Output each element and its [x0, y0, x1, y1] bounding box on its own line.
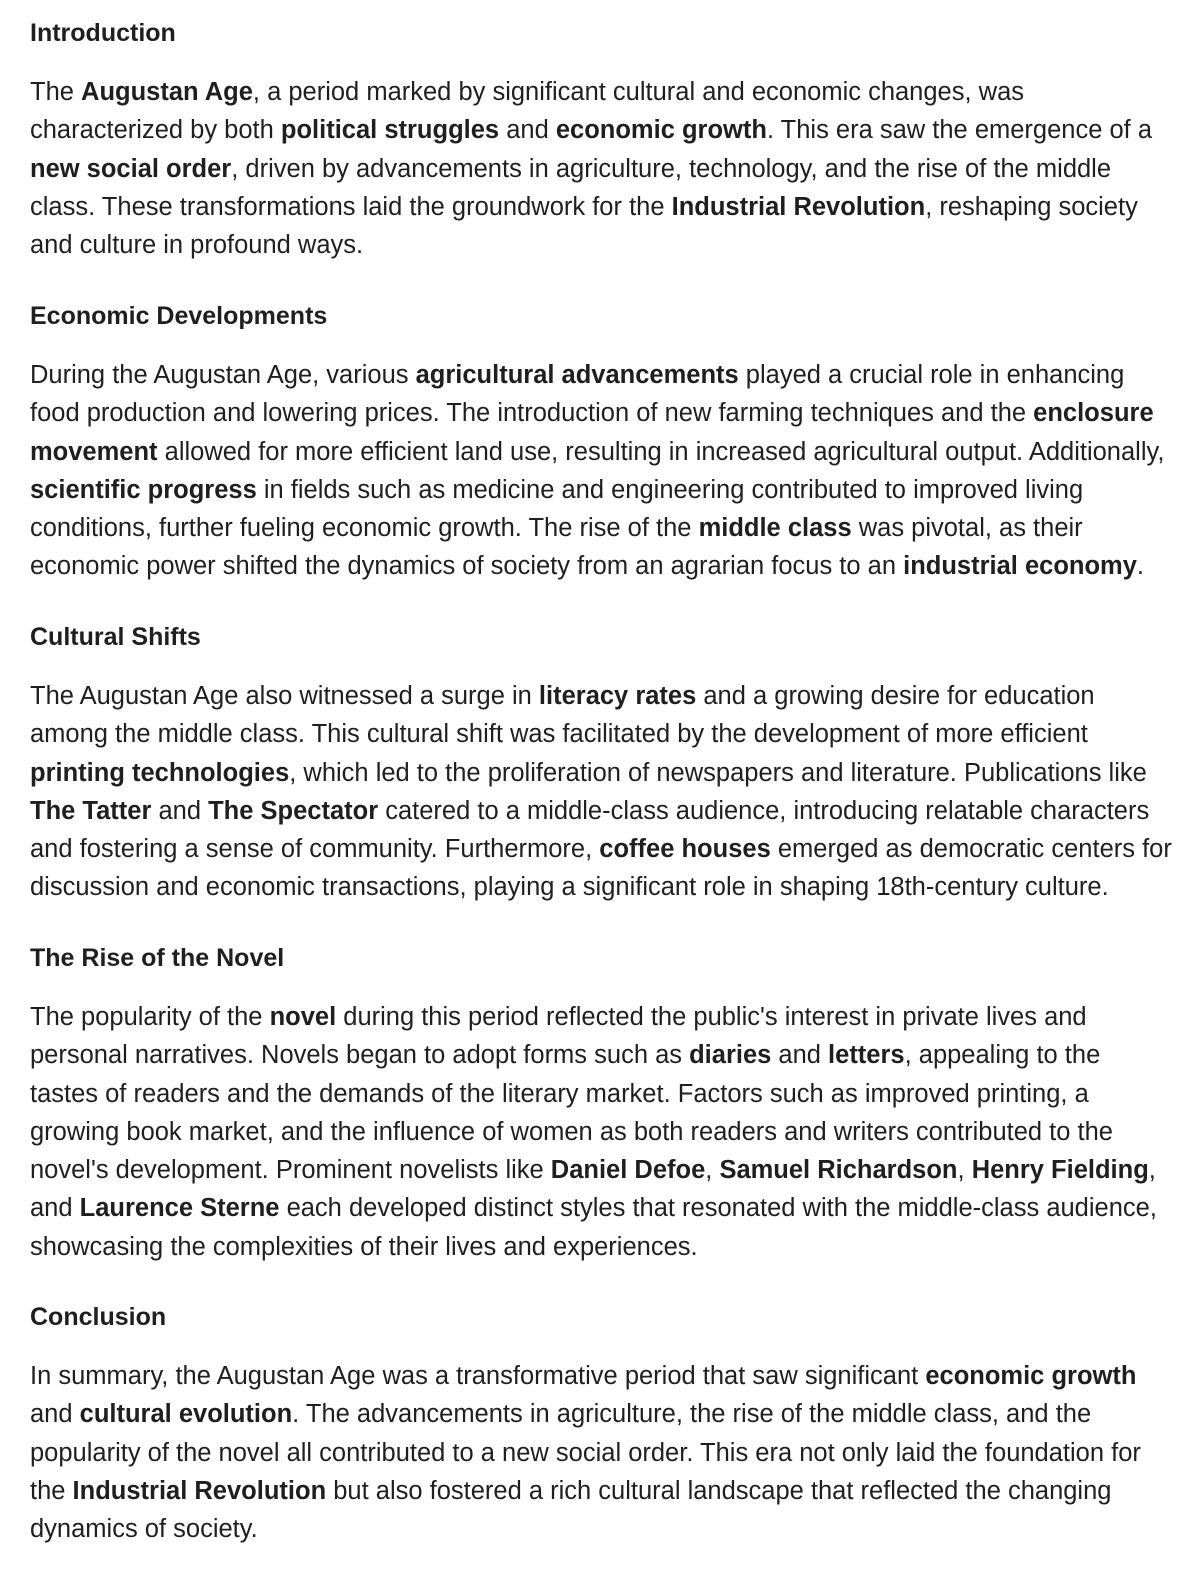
text-run: , [705, 1156, 720, 1185]
text-run: , [957, 1156, 972, 1185]
bold-term: printing technologies [30, 758, 290, 787]
text-run: , driven by advancements in agriculture, technology, and the rise of the middle class. These transformations laid the groundwork for the [30, 154, 1112, 221]
bold-term: economic growth [925, 1362, 1137, 1390]
section-economic-developments [30, 300, 1175, 586]
paragraph-economic-developments [30, 356, 1175, 586]
text-run: , reshaping society and culture in profound ways. [30, 192, 1138, 260]
section-rise-of-the-novel [30, 942, 1175, 1266]
text-run: , which led to the proliferation of newspapers and literature. Publications like [289, 758, 1147, 787]
text-run: allowed for more efficient land use, resulting in increased agricultural output. Additionally, [157, 437, 1165, 466]
text-run: and [151, 796, 209, 825]
bold-term: The Spectator [208, 796, 379, 825]
text-run: The Augustan Age also witnessed a surge in [30, 682, 539, 710]
section-introduction [30, 17, 1175, 264]
bold-term: Industrial Revolution [72, 1476, 327, 1505]
bold-term: Daniel Defoe [550, 1156, 706, 1185]
text-run: and [771, 1041, 829, 1070]
bold-term: enclosure movement [30, 399, 1154, 466]
text-run: During the Augustan Age, various [30, 361, 416, 389]
paragraph-conclusion [30, 1357, 1175, 1548]
text-run: , appealing to the tastes of readers and the demands of the literary market. Factors such as improved printing, a growing book market, and the influence of women as both readers and writers contributed to the novel's development. Prominent novelists like [30, 1041, 1113, 1185]
text-run: was pivotal, as their economic power shifted the dynamics of society from an agrarian focus to an [30, 514, 1083, 581]
bold-term: The Tatter [30, 796, 152, 825]
text-run: but also fostered a rich cultural landscape that reflected the changing dynamics of society. [30, 1476, 1112, 1544]
heading-economic-developments: Economic Developments [30, 302, 328, 330]
bold-term: industrial economy [903, 552, 1137, 581]
text-run: each developed distinct styles that resonated with the middle-class audience, showcasing the complexities of their lives and experiences. [30, 1194, 1157, 1261]
text-run: In summary, the Augustan Age was a transformative period that saw significant [30, 1362, 926, 1390]
text-run: The popularity of the [30, 1003, 270, 1031]
bold-term: Samuel Richardson [719, 1156, 958, 1185]
bold-term: cultural evolution [79, 1400, 293, 1429]
text-run: , a period marked by significant cultural and economic changes, was characterized by both [30, 78, 1024, 145]
bold-term: Laurence Sterne [79, 1194, 280, 1223]
bold-term: agricultural advancements [415, 361, 739, 389]
text-run: and a growing desire for education among the middle class. This cultural shift was facilitated by the development of more efficient [30, 682, 1095, 749]
text-run: and [499, 116, 556, 145]
bold-term: Augustan Age [81, 78, 253, 106]
bold-term: Industrial Revolution [671, 192, 926, 221]
heading-conclusion: Conclusion [30, 1303, 167, 1331]
section-conclusion [30, 1301, 1175, 1548]
text-run: and [30, 1400, 80, 1429]
bold-term: economic growth [555, 116, 767, 145]
bold-term: coffee houses [599, 835, 771, 864]
text-run: . The advancements in agriculture, the rise of the middle class, and the popularity of the novel all contributed to a new social order. This era not only laid the foundation for the [30, 1400, 1141, 1505]
bold-term: middle class [698, 514, 852, 543]
bold-term: scientific progress [30, 475, 257, 504]
text-run: catered to a middle-class audience, introducing relatable characters and fostering a sense of community. Furthermore, [30, 796, 1150, 864]
text-run: . This era saw the emergence of a [766, 116, 1153, 145]
bold-term: Henry Fielding [971, 1156, 1149, 1185]
bold-term: literacy rates [538, 682, 697, 710]
text-run: played a crucial role in enhancing food production and lowering prices. The introduction of new farming techniques and the [30, 361, 1125, 428]
bold-term: novel [269, 1003, 337, 1031]
text-run: , and [30, 1156, 1156, 1223]
text-run: The [30, 78, 82, 106]
text-run: in fields such as medicine and engineering contributed to improved living conditions, further fueling economic growth. The rise of the [30, 475, 1084, 543]
heading-rise-of-the-novel: The Rise of the Novel [30, 944, 285, 972]
text-run: during this period reflected the public's interest in private lives and personal narratives. Novels began to adopt forms such as [30, 1003, 1087, 1070]
text-run: emerged as democratic centers for discussion and economic transactions, playing a significant role in shaping 18th-century culture. [30, 835, 1172, 902]
bold-term: diaries [689, 1041, 772, 1070]
bold-term: letters [828, 1041, 905, 1070]
paragraph-rise-of-the-novel [30, 998, 1175, 1266]
text-run: . [1136, 552, 1144, 581]
bold-term: political struggles [280, 116, 500, 145]
heading-cultural-shifts: Cultural Shifts [30, 623, 201, 651]
paragraph-cultural-shifts [30, 677, 1175, 907]
section-cultural-shifts [30, 621, 1175, 907]
heading-introduction: Introduction [30, 19, 176, 47]
paragraph-introduction [30, 73, 1175, 264]
bold-term: new social order [30, 154, 232, 183]
